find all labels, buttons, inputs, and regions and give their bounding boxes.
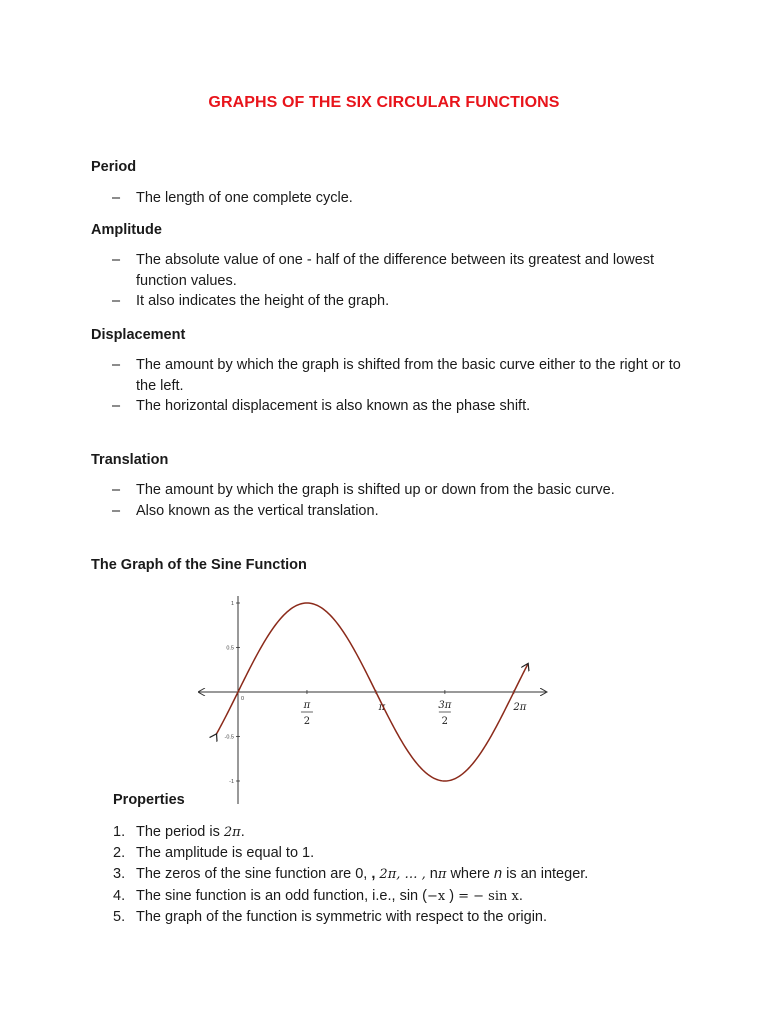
x-tick-label-numerator: 3π [438, 700, 452, 711]
list-item: – The horizontal displacement is also known as the phase shift. [112, 398, 531, 414]
y-tick-label: 0.5 [226, 645, 234, 652]
heading-translation: Translation [91, 452, 169, 468]
translation-list [112, 480, 692, 521]
x-tick-label-denominator: 2 [441, 716, 449, 727]
list-item: 5. The graph of the function is symmetric with respect to the origin. [113, 908, 548, 925]
list-item: – The amount by which the graph is shifted from the basic curve either to the right or to the left. [112, 357, 681, 394]
y-tick-label: -1 [229, 779, 234, 785]
displacement-list [112, 355, 692, 417]
period-list [112, 188, 692, 209]
x-tick-label: 2π [513, 702, 527, 713]
amplitude-list [112, 250, 692, 312]
heading-period: Period [91, 159, 137, 175]
list-item: – The length of one complete cycle. [112, 190, 353, 206]
list-item: – The amount by which the graph is shifted up or down from the basic curve. [112, 482, 615, 498]
list-item: 2. The amplitude is equal to 1. [113, 845, 315, 862]
list-item: 4. The sine function is an odd function, i.e., sin (−x ) = − sin x. [113, 887, 523, 904]
sine-graph [190, 586, 560, 810]
list-item: – It also indicates the height of the graph. [112, 293, 390, 309]
list-item: 3. The zeros of the sine function are 0, , 2π, … , nπ where n is an integer. [113, 866, 589, 883]
page-title: GRAPHS OF THE SIX CIRCULAR FUNCTIONS [208, 94, 560, 111]
x-tick-label-numerator: π [303, 700, 311, 711]
properties-heading: Properties [113, 792, 185, 808]
x-ticks [301, 690, 527, 727]
y-tick-label: 1 [230, 601, 234, 607]
list-item: – Also known as the vertical translation. [112, 502, 379, 519]
heading-displacement: Displacement [91, 327, 186, 343]
x-tick-label-denominator: 2 [303, 716, 311, 727]
heading-sine-graph: The Graph of the Sine Function [91, 557, 307, 573]
properties-list [113, 822, 713, 928]
list-item: – The absolute value of one - half of the difference between its greatest and lowest function values. [112, 252, 655, 289]
list-item: 1. The period is 2π. [113, 824, 245, 840]
origin-label: 0 [241, 696, 245, 702]
x-tick-label: π [378, 702, 386, 713]
heading-amplitude: Amplitude [91, 222, 162, 238]
y-tick-label: -0.5 [224, 734, 234, 741]
